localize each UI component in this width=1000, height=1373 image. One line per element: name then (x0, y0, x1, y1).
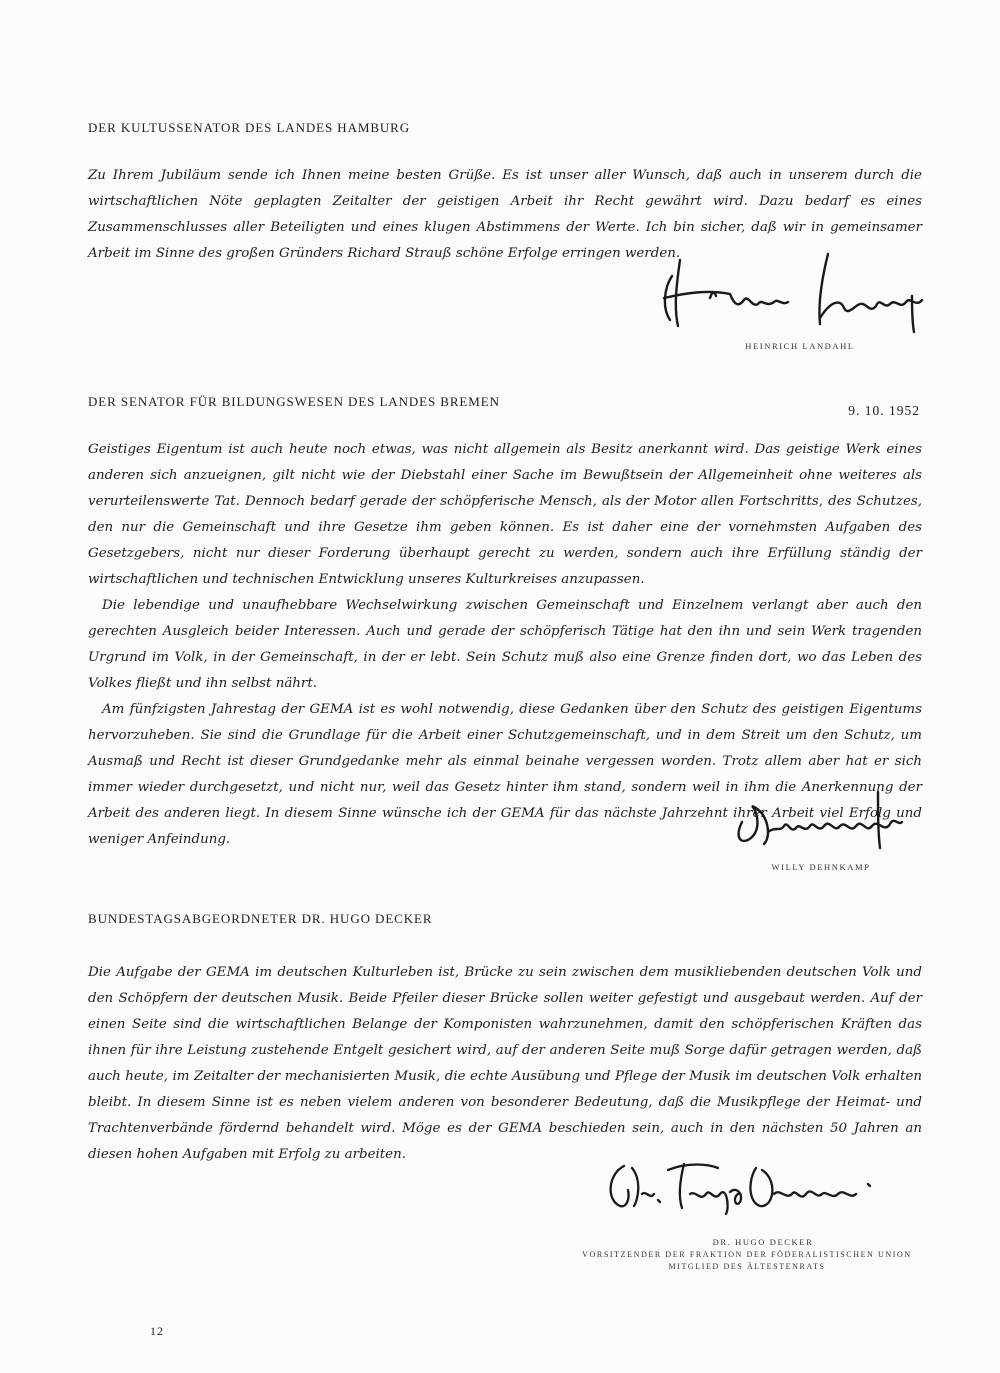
paragraph: Geistiges Eigentum ist auch heute noch etwas, was nicht allgemein als Besitz anerkannt wird. Das geistige Werk eines anderen sich anzueignen, gilt nicht wie der Diebstahl einer Sache im Bewußtsein der Allgemeinheit ohne weiteres als verurteilenswerte Tat. Dennoch bedarf gerade der schöpferische Mensch, als der Motor allen Fortschritts, des Schutzes, den nur die Gemeinschaft und ihre Gesetze ihm geben können. Es ist daher eine der vornehmsten Aufgaben des Gesetzgebers, nicht nur dieser Forderung überhaupt gerecht zu werden, sondern auch ihre Erfüllung ständig der wirtschaftlichen und technischen Entwicklung unseres Kulturkreises anzupassen. (88, 442, 922, 587)
signer-name-decker: DR. HUGO DECKER (712, 1237, 814, 1247)
page-number: 12 (150, 1324, 164, 1338)
signer-title-aeltestenrat: MITGLIED DES ÄLTESTENRATS (668, 1262, 826, 1271)
paragraph: Zu Ihrem Jubiläum sende ich Ihnen meine besten Grüße. Es ist unser aller Wunsch, daß auch in unserem durch die wirtschaftlichen Nöte geplagten Zeitalter der geistigen Arbeit ihr Recht gewährt wird. Dazu bedarf es eines Zusammenschlusses aller Beteiligten und eines klugen Abstimmens der Werte. Ich bin sicher, daß wir in gemeinsamer Arbeit im Sinne des großen Gründers Richard Strauß schöne Erfolge erringen werden. (88, 168, 922, 261)
signer-name-landahl: HEINRICH LANDAHL (745, 341, 855, 351)
section-heading-decker: BUNDESTAGSABGEORDNETER DR. HUGO DECKER (88, 911, 433, 926)
section-heading-hamburg: DER KULTUSSENATOR DES LANDES HAMBURG (88, 120, 411, 135)
paragraph: Am fünfzigsten Jahrestag der GEMA ist es wohl notwendig, diese Gedanken über den Schutz des geistigen Eigentums hervorzuheben. Sie sind die Grundlage für die Arbeit einer Schutzgemeinschaft, und in dem Streit um den Schutz, um Ausmaß und Recht ist dieser Grundgedanke mehr als einmal beinahe vergessen worden. Trotz allem aber hat er sich immer wieder durchgesetzt, und nicht nur, weil das Gesetz hinter ihm stand, sondern weil in ihm die Anerkennung der Arbeit des anderen liegt. In diesem Sinne wünsche ich der GEMA für das nächste Jahrzehnt ihrer Arbeit viel Erfolg und weniger Anfeindung. (88, 702, 922, 847)
section-heading-bremen: DER SENATOR FÜR BILDUNGSWESEN DES LANDES BREMEN (88, 394, 500, 409)
paragraph: Die lebendige und unaufhebbare Wechselwirkung zwischen Gemeinschaft und Einzelnem verlangt aber auch den gerechten Ausgleich beider Interessen. Auch und gerade der schöpferisch Tätige hat den ihn und sein Werk tragenden Urgrund im Volk, in der Gemeinschaft, in der er lebt. Sein Schutz muß also eine Grenze finden dort, wo das Leben des Volkes fließt und ihn selbst nährt. (88, 598, 922, 691)
signature-dehnkamp (728, 782, 928, 852)
letter-date: 9. 10. 1952 (848, 403, 920, 418)
signature-landahl (650, 248, 930, 340)
paragraph: Die Aufgabe der GEMA im deutschen Kulturleben ist, Brücke zu sein zwischen dem musikliebenden deutschen Volk und den Schöpfern der deutschen Musik. Beide Pfeiler dieser Brücke sollen weiter gefestigt und ausgebaut werden. Auf der einen Seite sind die wirtschaftlichen Belange der Komponisten wahrzunehmen, damit den schöpferischen Kräften das ihnen für ihre Leistung zustehende Entgelt gesichert wird, auf der anderen Seite muß Sorge dafür getragen werden, daß auch heute, im Zeitalter der mechanisierten Musik, die echte Ausübung und Pflege der Musik im deutschen Volk erhalten bleibt. In diesem Sinne ist es neben vielem anderen von besonderer Bedeutung, daß die Musikpflege der Heimat- und Trachtenverbände fördernd behandelt wird. Möge es der GEMA beschieden sein, auch in den nächsten 50 Jahren an diesen hohen Aufgaben mit Erfolg zu arbeiten. (88, 965, 922, 1162)
signer-name-dehnkamp: WILLY DEHNKAMP (771, 862, 871, 872)
signature-decker (598, 1150, 888, 1220)
section-body-decker (88, 960, 922, 1168)
signer-title-fraktion: VORSITZENDER DER FRAKTION DER FÖDERALISTISCHEN UNION (582, 1250, 912, 1259)
